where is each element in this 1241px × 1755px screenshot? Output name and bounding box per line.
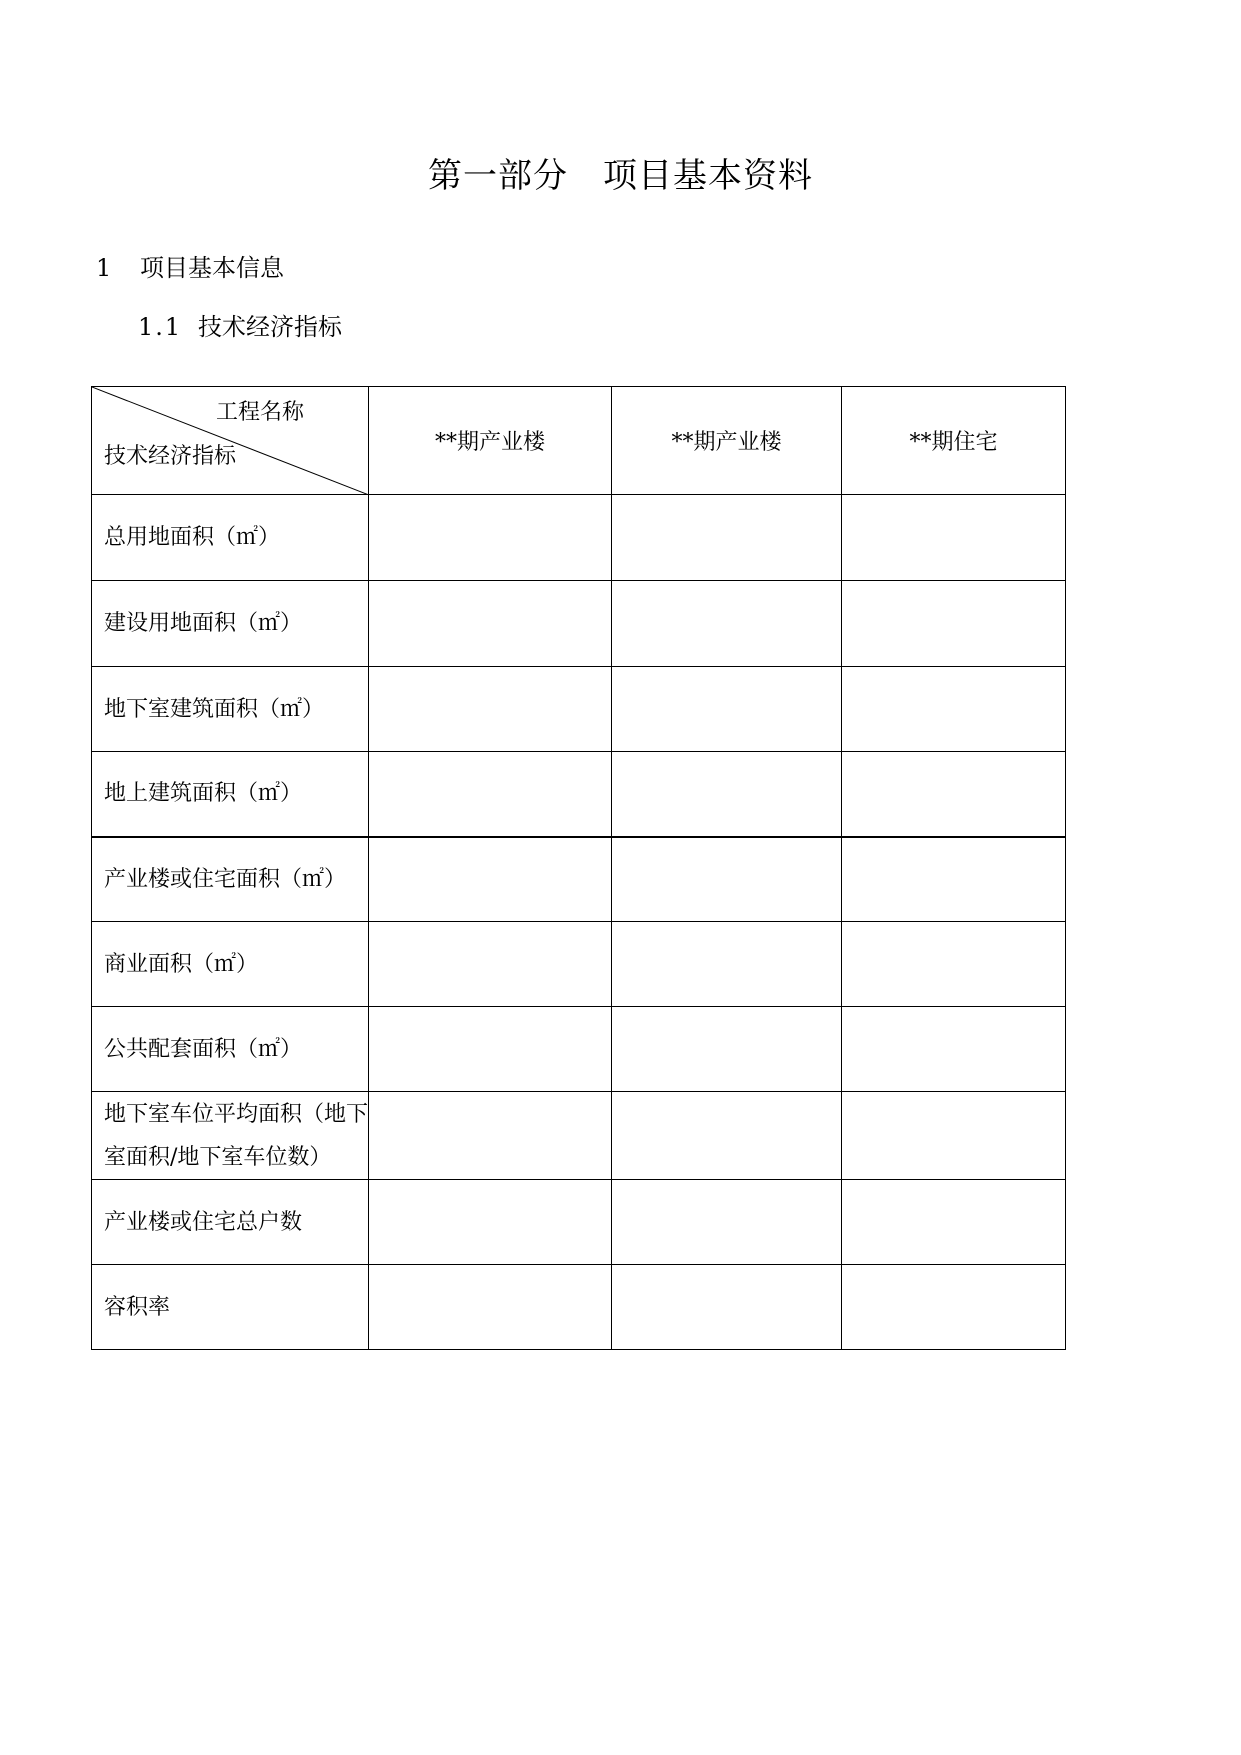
value-cell[interactable] xyxy=(612,495,842,581)
value-cell[interactable] xyxy=(369,922,612,1007)
row-label: 产业楼或住宅总户数 xyxy=(92,1180,369,1265)
value-cell[interactable] xyxy=(612,581,842,667)
value-cell[interactable] xyxy=(842,1180,1066,1265)
row-label: 商业面积（㎡） xyxy=(92,922,369,1007)
table-row xyxy=(92,1180,1066,1265)
value-cell[interactable] xyxy=(842,495,1066,581)
row-label: 容积率 xyxy=(92,1265,369,1350)
value-cell[interactable] xyxy=(612,1007,842,1092)
subsection-number: 1.1 xyxy=(138,313,183,341)
section-number: 1 xyxy=(96,254,112,282)
value-cell[interactable] xyxy=(369,495,612,581)
value-cell[interactable] xyxy=(369,667,612,752)
corner-header-cell xyxy=(92,387,369,495)
value-cell[interactable] xyxy=(369,1092,612,1180)
row-label: 总用地面积（㎡） xyxy=(92,495,369,581)
value-cell[interactable] xyxy=(369,752,612,837)
section-text: 项目基本信息 xyxy=(140,254,284,282)
row-label: 地上建筑面积（㎡） xyxy=(92,752,369,837)
table-row xyxy=(92,1007,1066,1092)
value-cell[interactable] xyxy=(369,1007,612,1092)
table-header-row xyxy=(92,387,1066,495)
subsection-text: 技术经济指标 xyxy=(198,313,342,341)
table-row xyxy=(92,837,1066,922)
value-cell[interactable] xyxy=(612,1180,842,1265)
row-label: 产业楼或住宅面积（㎡） xyxy=(92,837,369,922)
value-cell[interactable] xyxy=(612,752,842,837)
value-cell[interactable] xyxy=(612,837,842,922)
page-title: 第一部分 项目基本资料 xyxy=(428,156,813,196)
value-cell[interactable] xyxy=(842,1265,1066,1350)
table-row xyxy=(92,1265,1066,1350)
value-cell[interactable] xyxy=(612,922,842,1007)
value-cell[interactable] xyxy=(842,1092,1066,1180)
subsection-heading xyxy=(138,307,342,342)
value-cell[interactable] xyxy=(612,1092,842,1180)
value-cell[interactable] xyxy=(369,1265,612,1350)
row-label: 地下室建筑面积（㎡） xyxy=(92,667,369,752)
row-label: 公共配套面积（㎡） xyxy=(92,1007,369,1092)
section-heading xyxy=(96,248,284,283)
column-header: **期产业楼 xyxy=(612,387,842,495)
value-cell[interactable] xyxy=(842,752,1066,837)
corner-project-name-label: 工程名称 xyxy=(216,400,305,425)
table-row xyxy=(92,581,1066,667)
row-label: 建设用地面积（㎡） xyxy=(92,581,369,667)
value-cell[interactable] xyxy=(612,667,842,752)
row-label: 地下室车位平均面积（地下室面积/地下室车位数） xyxy=(92,1092,369,1180)
value-cell[interactable] xyxy=(842,667,1066,752)
table-row xyxy=(92,922,1066,1007)
column-header: **期住宅 xyxy=(842,387,1066,495)
value-cell[interactable] xyxy=(612,1265,842,1350)
value-cell[interactable] xyxy=(842,1007,1066,1092)
value-cell[interactable] xyxy=(842,922,1066,1007)
table-row xyxy=(92,667,1066,752)
value-cell[interactable] xyxy=(369,1180,612,1265)
value-cell[interactable] xyxy=(842,581,1066,667)
table-row xyxy=(92,1092,1066,1180)
column-header: **期产业楼 xyxy=(369,387,612,495)
table-row xyxy=(92,495,1066,581)
value-cell[interactable] xyxy=(369,581,612,667)
table-row xyxy=(92,752,1066,837)
value-cell[interactable] xyxy=(369,837,612,922)
indicator-table xyxy=(91,386,1066,1350)
corner-indicator-label: 技术经济指标 xyxy=(104,444,237,469)
value-cell[interactable] xyxy=(842,837,1066,922)
